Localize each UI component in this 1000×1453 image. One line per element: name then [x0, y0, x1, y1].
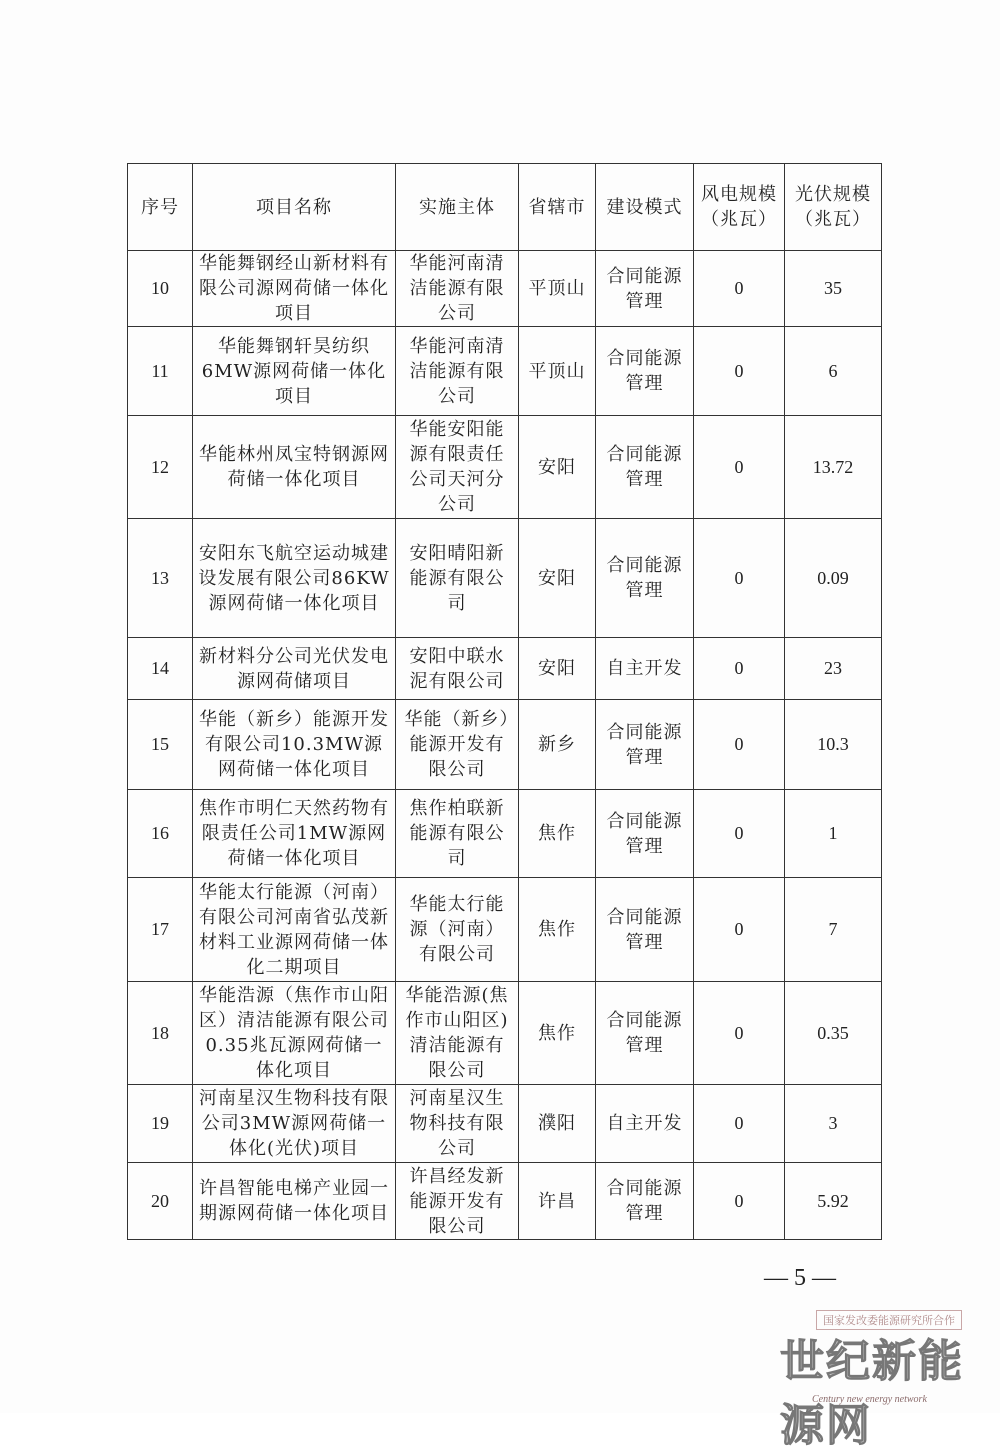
header-cell: 光伏规模（兆瓦）	[785, 164, 882, 251]
cell-project-name: 华能舞钢经山新材料有限公司源网荷储一体化项目	[193, 251, 396, 327]
cell-city: 焦作	[519, 982, 596, 1085]
cell-pv: 6	[785, 327, 882, 416]
cell-mode: 合同能源管理	[596, 878, 694, 982]
cell-entity: 华能河南清洁能源有限公司	[396, 251, 519, 327]
cell-no: 10	[128, 251, 193, 327]
cell-pv: 13.72	[785, 416, 882, 519]
header-cell: 风电规模（兆瓦）	[694, 164, 785, 251]
cell-entity: 安阳晴阳新能源有限公司	[396, 519, 519, 638]
cell-entity: 华能太行能源（河南）有限公司	[396, 878, 519, 982]
cell-project-name: 华能林州凤宝特钢源网荷储一体化项目	[193, 416, 396, 519]
table-row	[128, 878, 882, 982]
cell-wind: 0	[694, 327, 785, 416]
cell-wind: 0	[694, 878, 785, 982]
cell-entity: 焦作柏联新能源有限公司	[396, 790, 519, 878]
cell-mode: 自主开发	[596, 638, 694, 700]
cell-mode: 合同能源管理	[596, 700, 694, 790]
cell-city: 濮阳	[519, 1085, 596, 1163]
cell-city: 焦作	[519, 878, 596, 982]
cell-no: 14	[128, 638, 193, 700]
cell-project-name: 华能舞钢轩昊纺织6MW源网荷储一体化项目	[193, 327, 396, 416]
cell-mode: 合同能源管理	[596, 1163, 694, 1240]
cell-project-name: 华能太行能源（河南）有限公司河南省弘茂新材料工业源网荷储一体化二期项目	[193, 878, 396, 982]
cell-no: 20	[128, 1163, 193, 1240]
cell-no: 11	[128, 327, 193, 416]
cell-entity: 华能安阳能源有限责任公司天河分公司	[396, 416, 519, 519]
cell-wind: 0	[694, 790, 785, 878]
table-row	[128, 638, 882, 700]
cell-no: 18	[128, 982, 193, 1085]
cell-wind: 0	[694, 416, 785, 519]
cell-mode: 合同能源管理	[596, 251, 694, 327]
cell-pv: 0.09	[785, 519, 882, 638]
cell-wind: 0	[694, 1163, 785, 1240]
cell-pv: 10.3	[785, 700, 882, 790]
cell-mode: 自主开发	[596, 1085, 694, 1163]
table-row	[128, 1085, 882, 1163]
cell-wind: 0	[694, 519, 785, 638]
cell-mode: 合同能源管理	[596, 790, 694, 878]
cell-no: 19	[128, 1085, 193, 1163]
cell-no: 15	[128, 700, 193, 790]
cell-mode: 合同能源管理	[596, 519, 694, 638]
cell-mode: 合同能源管理	[596, 416, 694, 519]
project-table	[127, 163, 882, 1240]
page-number: — 5 —	[764, 1265, 836, 1291]
watermark-brand: 世纪新能源网	[780, 1336, 964, 1451]
cell-city: 安阳	[519, 416, 596, 519]
cell-entity: 安阳中联水泥有限公司	[396, 638, 519, 700]
cell-project-name: 华能浩源（焦作市山阳区）清洁能源有限公司0.35兆瓦源网荷储一体化项目	[193, 982, 396, 1085]
cell-project-name: 许昌智能电梯产业园一期源网荷储一体化项目	[193, 1163, 396, 1240]
table-row	[128, 251, 882, 327]
table-row	[128, 700, 882, 790]
cell-pv: 0.35	[785, 982, 882, 1085]
cell-pv: 5.92	[785, 1163, 882, 1240]
table-row	[128, 327, 882, 416]
cell-no: 13	[128, 519, 193, 638]
table-row	[128, 790, 882, 878]
cell-project-name: 新材料分公司光伏发电源网荷储项目	[193, 638, 396, 700]
table-row	[128, 1163, 882, 1240]
cell-city: 新乡	[519, 700, 596, 790]
cell-no: 17	[128, 878, 193, 982]
cell-pv: 23	[785, 638, 882, 700]
cell-city: 焦作	[519, 790, 596, 878]
watermark-brand-en: Century new energy network	[812, 1394, 927, 1405]
cell-project-name: 河南星汉生物科技有限公司3MW源网荷储一体化(光伏)项目	[193, 1085, 396, 1163]
table-header-row	[128, 164, 882, 251]
cell-wind: 0	[694, 1085, 785, 1163]
cell-wind: 0	[694, 700, 785, 790]
cell-pv: 7	[785, 878, 882, 982]
cell-entity: 河南星汉生物科技有限公司	[396, 1085, 519, 1163]
cell-city: 许昌	[519, 1163, 596, 1240]
cell-city: 平顶山	[519, 327, 596, 416]
header-cell: 实施主体	[396, 164, 519, 251]
cell-project-name: 华能（新乡）能源开发有限公司10.3MW源网荷储一体化项目	[193, 700, 396, 790]
cell-mode: 合同能源管理	[596, 982, 694, 1085]
cell-entity: 许昌经发新能源开发有限公司	[396, 1163, 519, 1240]
cell-wind: 0	[694, 251, 785, 327]
cell-wind: 0	[694, 638, 785, 700]
header-cell: 项目名称	[193, 164, 396, 251]
cell-project-name: 焦作市明仁天然药物有限责任公司1MW源网荷储一体化项目	[193, 790, 396, 878]
watermark-banner: 国家发改委能源研究所合作	[816, 1310, 962, 1330]
cell-entity: 华能浩源(焦作市山阳区)清洁能源有限公司	[396, 982, 519, 1085]
cell-project-name: 安阳东飞航空运动城建设发展有限公司86KW源网荷储一体化项目	[193, 519, 396, 638]
table-row	[128, 519, 882, 638]
cell-pv: 3	[785, 1085, 882, 1163]
cell-no: 12	[128, 416, 193, 519]
cell-city: 安阳	[519, 519, 596, 638]
header-cell: 省辖市	[519, 164, 596, 251]
cell-wind: 0	[694, 982, 785, 1085]
header-cell: 建设模式	[596, 164, 694, 251]
cell-no: 16	[128, 790, 193, 878]
table-row	[128, 416, 882, 519]
cell-city: 安阳	[519, 638, 596, 700]
cell-entity: 华能（新乡）能源开发有限公司	[396, 700, 519, 790]
cell-city: 平顶山	[519, 251, 596, 327]
cell-mode: 合同能源管理	[596, 327, 694, 416]
table-row	[128, 982, 882, 1085]
cell-pv: 35	[785, 251, 882, 327]
cell-pv: 1	[785, 790, 882, 878]
header-cell: 序号	[128, 164, 193, 251]
cell-entity: 华能河南清洁能源有限公司	[396, 327, 519, 416]
